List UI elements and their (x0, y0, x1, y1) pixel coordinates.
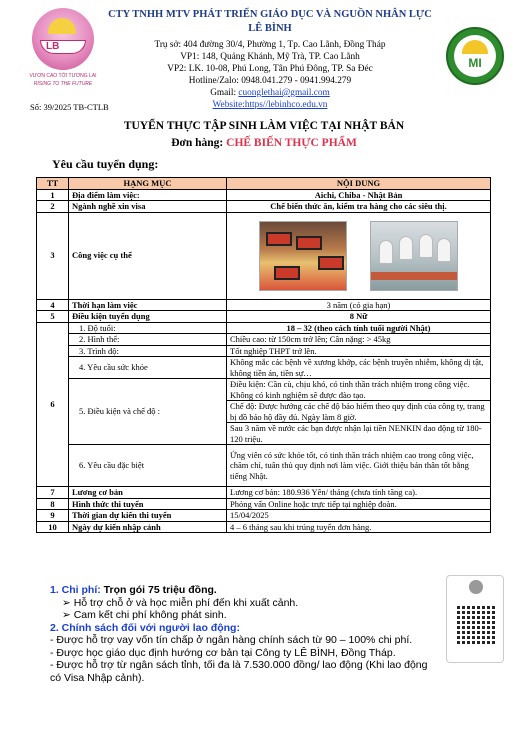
row-content: Phỏng vấn Online hoặc trực tiếp tại nghiệp đoàn. (227, 498, 491, 510)
row-item: Địa điểm làm việc: (69, 189, 227, 201)
row-number: 9 (37, 510, 69, 522)
address-office-2: VP2: LK. 10-08, Phú Long, Tân Phú Đông, TP. Sa Đéc (167, 64, 373, 74)
company-header (100, 8, 440, 111)
order-name: CHẾ BIẾN THỰC PHẨM (226, 137, 357, 149)
row-item: Thời gian dự kiến thi tuyển (69, 510, 227, 522)
address-office-1: VP1: 148, Quảng Khánh, Mỹ Trà, TP. Cao Lãnh (180, 52, 360, 62)
row-content: Chế biến thức ăn, kiểm tra hàng cho các siêu thị. (227, 201, 491, 213)
condition-content: Sau 3 năm về nước các bạn được nhận lại tiền NENKIN dao động từ 180-120 triệu. (227, 423, 491, 445)
table-header-row (37, 178, 491, 190)
row-content: 8 Nữ (227, 311, 491, 323)
condition-label: 1. Độ tuổi: (69, 322, 227, 334)
table-row (37, 345, 491, 357)
header-tt: TT (37, 178, 69, 190)
row-number: 8 (37, 498, 69, 510)
avatar (469, 580, 483, 594)
row-item: Ngành nghề xin visa (69, 201, 227, 213)
table-row (37, 201, 491, 213)
cost-heading (50, 584, 440, 597)
table-row (37, 379, 491, 401)
gmail-line (100, 87, 440, 99)
table-row (37, 212, 491, 299)
tray-shape (296, 236, 322, 250)
row-number: 6 (37, 322, 69, 487)
list-item: ➢ Cam kết chi phí không phát sinh. (62, 609, 227, 621)
row-item: Điều kiện tuyển dụng (69, 311, 227, 323)
condition-content: Chiều cao: từ 150cm trở lên; Cân nặng: > 45kg (227, 334, 491, 346)
policy-heading: 2. Chính sách đối với người lao động: (50, 621, 240, 634)
table-row (37, 487, 491, 499)
table-row (37, 334, 491, 346)
table-row (37, 189, 491, 201)
row-number: 7 (37, 487, 69, 499)
condition-label: 6. Yêu cầu đặc biệt (69, 445, 227, 487)
condition-content: Điều kiện: Cần cù, chịu khó, có tinh thần trách nhiệm trong công việc. Không có kinh nghiệm sẽ được đào tạo. (227, 379, 491, 401)
gmail-label: Gmail: (210, 88, 239, 98)
qr-code-icon[interactable] (457, 606, 495, 644)
logo-slogan-vi: VƯƠN CAO TỚI TƯƠNG LAI (29, 73, 97, 79)
row-number: 1 (37, 189, 69, 201)
list-item: - Được học giáo dục định hướng cơ bản tại Công ty LÊ BÌNH, Đồng Tháp. (50, 646, 396, 659)
row-number: 4 (37, 299, 69, 311)
condition-content: Chế độ: Được hưởng các chế độ bảo hiểm theo quy định của công ty, trang bị đồ bảo hộ đầy đủ. Ngày làm 8 giờ. (227, 401, 491, 423)
header-item: HẠNG MỤC (69, 178, 227, 190)
table-row (37, 521, 491, 533)
address-head-office: Trụ sở: 404 đường 30/4, Phường 1, Tp. Cao Lãnh, Đồng Tháp (154, 40, 386, 50)
worker-shape (419, 234, 433, 258)
row-item: Hình thức thi tuyển (69, 498, 227, 510)
table-row (37, 322, 491, 334)
list-item: - Được hỗ trợ từ ngân sách tỉnh, tối đa là 7.530.000 đồng/ lao động (Khi lao động có Visa Nhập cảnh). (50, 659, 428, 684)
condition-label: 3. Trình độ: (69, 345, 227, 357)
list-item: - Được hỗ trợ vay vốn tín chấp ở ngân hàng chính sách từ 90 – 100% chi phí. (50, 634, 413, 646)
row-content: 4 – 6 tháng sau khi trúng tuyển đơn hàng. (227, 521, 491, 533)
condition-label: 2. Hình thể: (69, 334, 227, 346)
condition-label: 5. Điều kiện và chế độ : (69, 379, 227, 445)
row-content: 3 năm (có gia hạn) (227, 299, 491, 311)
row-content: 15/04/2025 (227, 510, 491, 522)
table-row (37, 498, 491, 510)
row-content: Aichi, Chiba - Nhật Bản (227, 189, 491, 201)
logo-letters: LB (46, 41, 60, 52)
list-item: ➢ Hỗ trợ chỗ ở và học miễn phí đến khi xuất cảnh. (62, 596, 299, 609)
row-number: 2 (37, 201, 69, 213)
cost-value: Trọn gói 75 triệu đồng. (103, 584, 217, 596)
header-content: NỘI DUNG (227, 178, 491, 190)
tray-shape (318, 256, 344, 270)
row-photos (227, 212, 491, 299)
document-number: Số: 39/2025 TB-CTLB (30, 102, 109, 112)
page-title: TUYỂN THỰC TẬP SINH LÀM VIỆC TẠI NHẬT BẢN (123, 120, 405, 132)
tray-shape (266, 232, 292, 246)
table-row (37, 357, 491, 379)
partner-logo (446, 27, 504, 85)
worker-shape (399, 236, 413, 260)
condition-label: 4. Yêu cầu sức khỏe (69, 357, 227, 379)
row-item: Lương cơ bản (69, 487, 227, 499)
tray-shape (274, 266, 300, 280)
order-title (0, 137, 528, 149)
condition-content: Tốt nghiệp THPT trở lên. (227, 345, 491, 357)
logo-letters: MI (468, 56, 482, 70)
zalo-qr-card[interactable] (446, 575, 504, 663)
company-name: CTY TNHH MTV PHÁT TRIỂN GIÁO DỤC VÀ NGUỒN NHÂN LỰC LÊ BÌNH (108, 9, 432, 34)
condition-content: Không mắc các bệnh về xương khớp, các bệnh truyền nhiễm, không dị tật, không tiền án, tiền sự… (227, 357, 491, 379)
worker-shape (437, 238, 451, 262)
factory-workers-photo (370, 221, 458, 291)
row-number: 10 (37, 521, 69, 533)
order-label: Đơn hàng: (171, 137, 227, 149)
logo-slogan-en: RISING TO THE FUTURE (33, 81, 93, 87)
row-item: Thời hạn làm việc (69, 299, 227, 311)
row-item: Công việc cụ thể (69, 212, 227, 299)
requirements-table (36, 177, 491, 533)
row-number: 5 (37, 311, 69, 323)
table-row (37, 510, 491, 522)
website-link[interactable]: Website:https//lebinhco.edu.vn (212, 100, 328, 110)
condition-content: Ứng viên có sức khỏe tốt, có tinh thần trách nhiệm cao trong công việc, chăm chỉ, tuân thủ quy định nơi làm việc. Giới thiệu bản thân tốt bằng tiếng Nhật. (227, 445, 491, 487)
hotline: Hotline/Zalo: 0948.041.279 - 0941.994.279 (188, 76, 352, 86)
requirements-heading: Yêu cầu tuyển dụng: (52, 157, 159, 171)
food-tray-photo (259, 221, 347, 291)
condition-content: 18 – 32 (theo cách tính tuổi người Nhật) (227, 322, 491, 334)
table-row (37, 311, 491, 323)
table-row (37, 445, 491, 487)
row-number: 3 (37, 212, 69, 299)
conveyor-shape (371, 272, 458, 280)
row-content: Lương cơ bản: 180.936 Yên/ tháng (chưa tính tăng ca). (227, 487, 491, 499)
worker-shape (379, 240, 393, 264)
row-item: Ngày dự kiến nhập cảnh (69, 521, 227, 533)
table-row (37, 299, 491, 311)
gmail-link[interactable]: cuonglethai@gmail.com (238, 88, 330, 98)
benefits-section (50, 584, 440, 684)
cost-label: 1. Chi phí: (50, 584, 104, 596)
company-logo-lebinh (28, 8, 98, 94)
